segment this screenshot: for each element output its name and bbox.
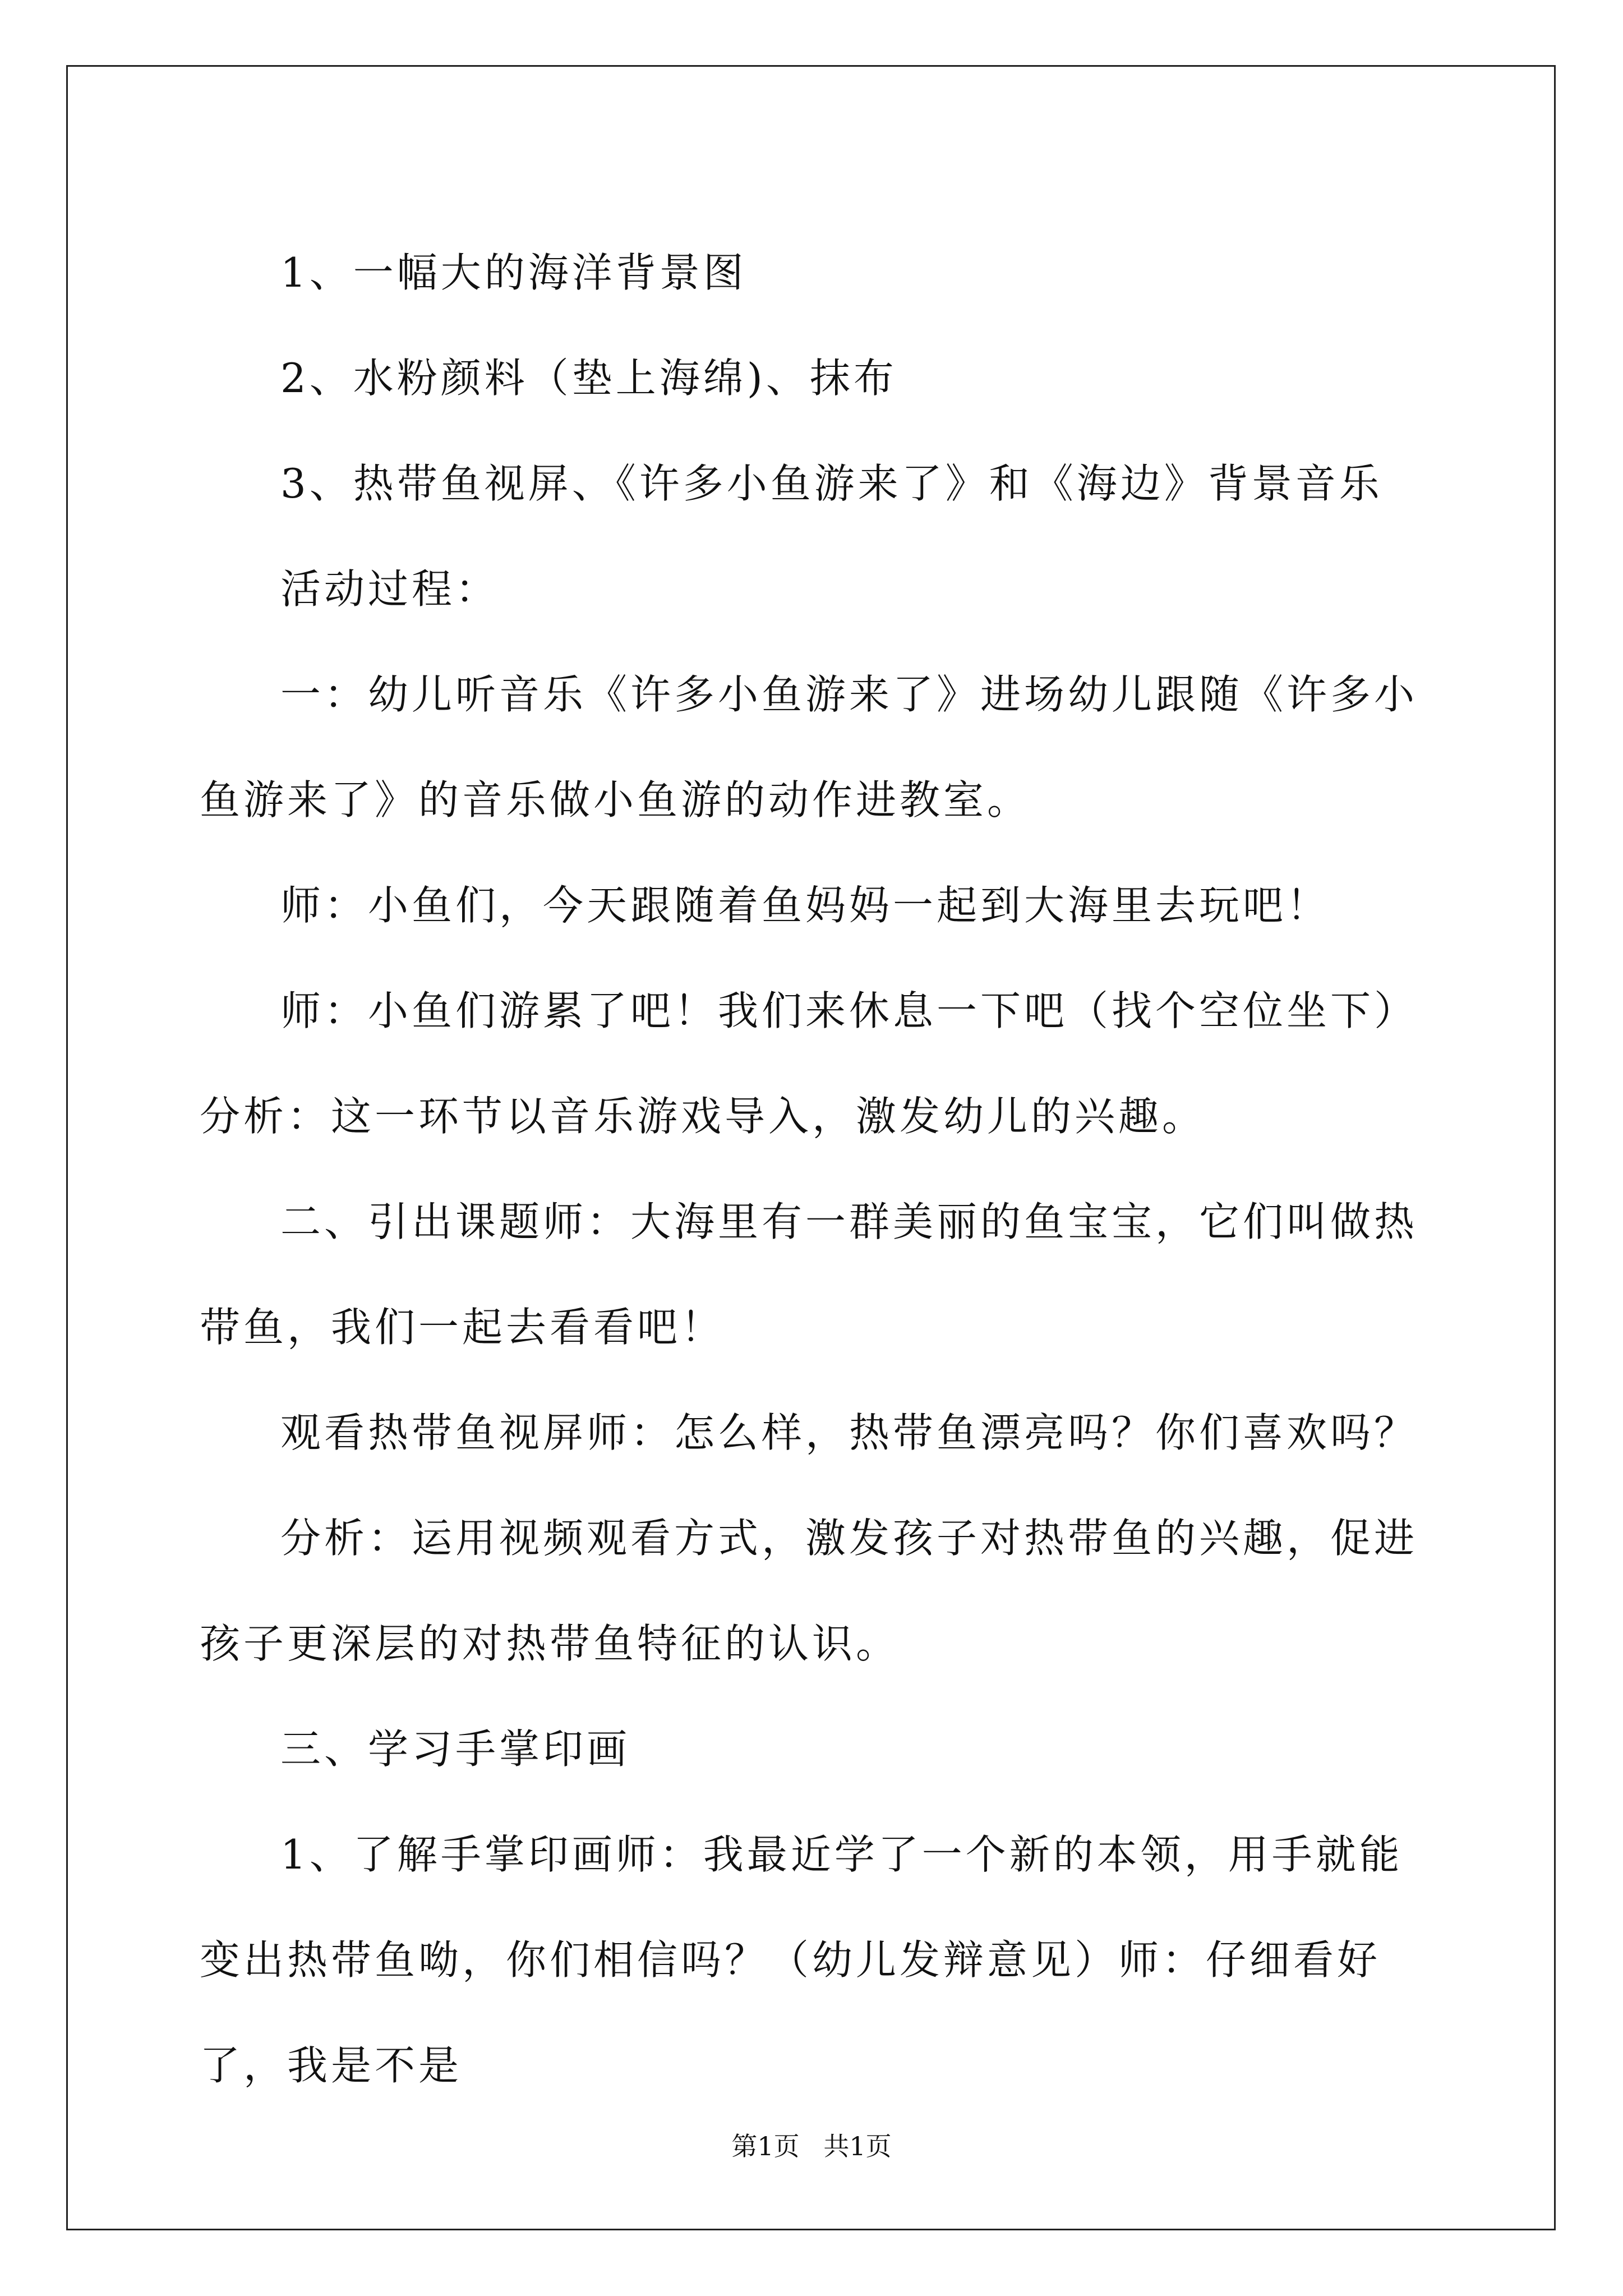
paragraph: 师：小鱼们游累了吧！我们来休息一下吧（找个空位坐下）分析：这一环节以音乐游戏导入，激发幼儿的兴趣。 (200, 987, 1418, 1140)
paragraph: 二、引出课题师：大海里有一群美丽的鱼宝宝，它们叫做热带鱼，我们一起去看看吧！ (200, 1198, 1418, 1351)
page-total: 共1页 (823, 2131, 892, 2161)
paragraph: 1、了解手掌印画师：我最近学了一个新的本领，用手就能变出热带鱼呦，你们相信吗？（幼儿发辩意见）师：仔细看好了，我是不是 (200, 1831, 1403, 2089)
paragraph: 一：幼儿听音乐《许多小鱼游来了》进场幼儿跟随《许多小鱼游来了》的音乐做小鱼游的动作进教室。 (200, 671, 1418, 823)
paragraph: 分析：运用视频观看方式，激发孩子对热带鱼的兴趣，促进孩子更深层的对热带鱼特征的认识。 (200, 1515, 1418, 1667)
page-number: 第1页 (731, 2131, 800, 2161)
paragraph: 师：小鱼们，今天跟随着鱼妈妈一起到大海里去玩吧！ (280, 882, 1331, 929)
paragraph: 活动过程： (280, 565, 500, 613)
document-body (200, 220, 1439, 2118)
paragraph: 3、热带鱼视屏、《许多小鱼游来了》和《海边》背景音乐 (280, 460, 1383, 507)
paragraph: 1、一幅大的海洋背景图 (280, 249, 747, 296)
paragraph: 观看热带鱼视屏师：怎么样，热带鱼漂亮吗？你们喜欢吗？ (280, 1409, 1418, 1456)
paragraph: 三、学习手掌印画 (280, 1726, 631, 1773)
paragraph: 2、水粉颜料（垫上海绵)、抹布 (280, 355, 897, 402)
page-footer (0, 2126, 1623, 2163)
